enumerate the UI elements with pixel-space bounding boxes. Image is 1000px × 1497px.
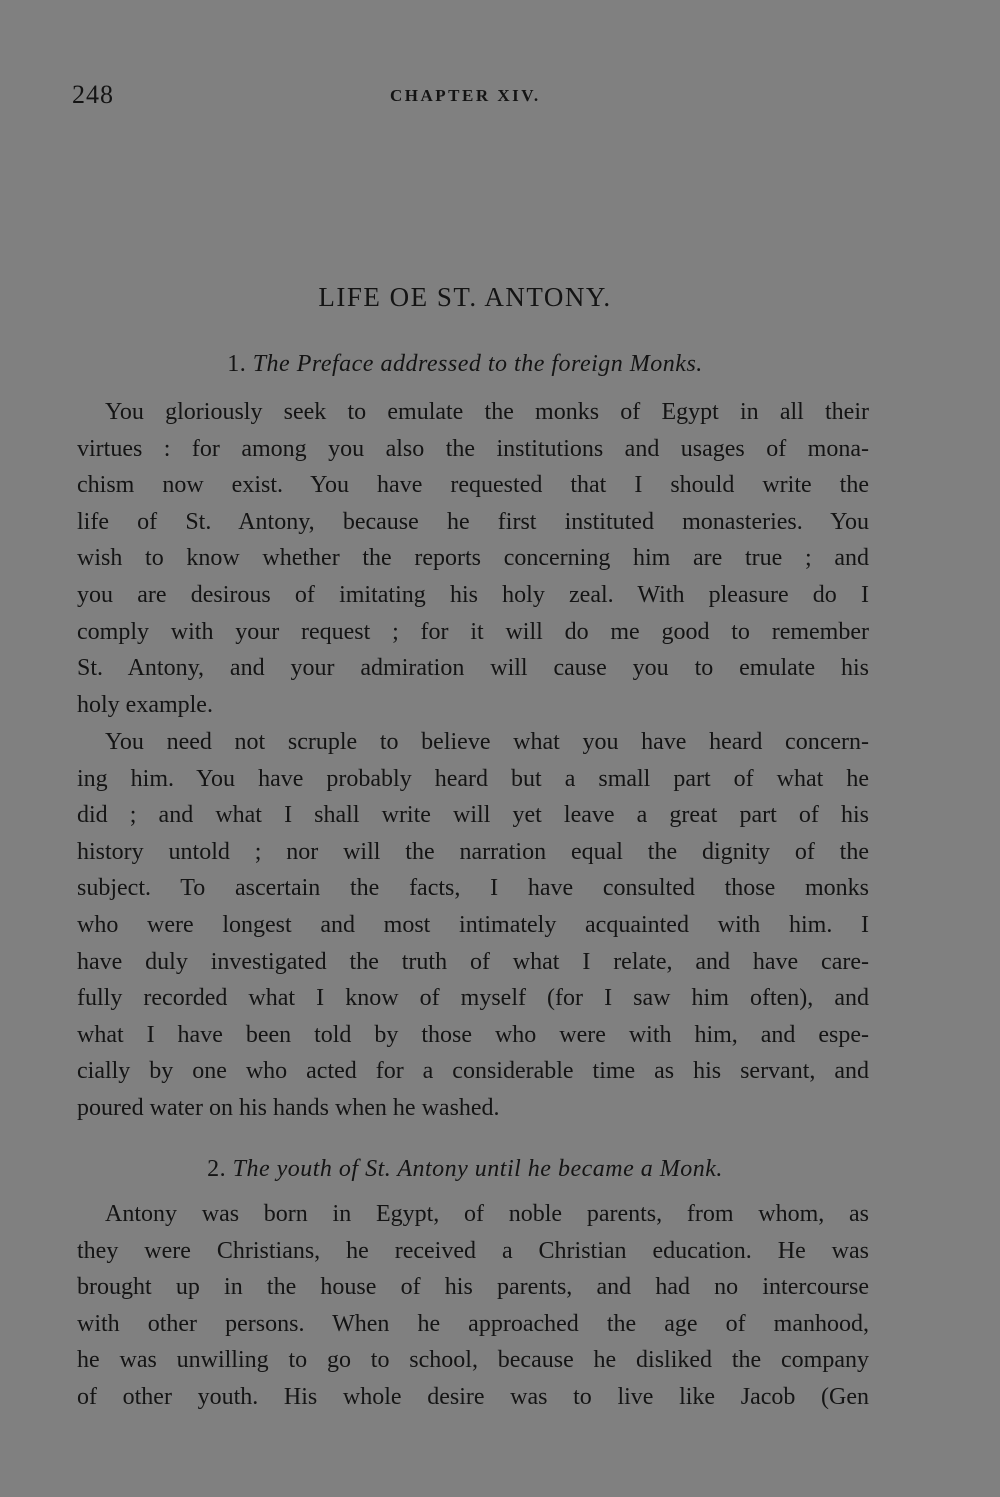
text-line: did ; and what I shall write will yet leave a great part of his [77,802,869,829]
section-heading-text: The Preface addressed to the foreign Monks. [252,351,703,377]
text-line: what I have been told by those who were with him, and espe- [77,1021,869,1048]
chapter-heading: CHAPTER XIV. [390,86,541,105]
text-line: You need not scruple to believe what you have heard concern- [105,729,869,755]
text-line: You gloriously seek to emulate the monks of Egypt in all their [105,399,869,425]
text-line: who were longest and most intimately acquainted with him. I [77,911,869,938]
text-line: fully recorded what I know of myself (for I saw him often), and [77,985,869,1012]
paragraph [77,724,869,1127]
text-line: subject. To ascertain the facts, I have consulted those monks [77,875,869,902]
text-line: cially by one who acted for a considerable time as his servant, and [77,1058,869,1085]
paragraph [77,1196,869,1416]
text-line: poured water on his hands when he washed. [77,1094,500,1121]
page-number: 248 [72,80,114,109]
text-line: virtues : for among you also the institutions and usages of mona- [77,435,869,462]
text-line: chism now exist. You have requested that I should write the [77,472,869,499]
text-line: brought up in the house of his parents, and had no intercourse [77,1274,869,1301]
text-line: ing him. You have probably heard but a small part of what he [77,765,869,792]
text-line: they were Christians, he received a Christian education. He was [77,1237,869,1264]
text-line: of other youth. His whole desire was to live like Jacob (Gen [77,1383,869,1410]
text-line: holy example. [77,691,213,718]
text-line: history untold ; nor will the narration equal the dignity of the [77,838,869,865]
section-heading [0,351,930,378]
text-line: comply with your request ; for it will do me good to remember [77,618,869,645]
page-title: LIFE OE ST. ANTONY. [318,282,612,312]
section-number: 2. [207,1156,227,1182]
section-heading-text: The youth of St. Antony until he became a Monk. [232,1156,723,1182]
text-line: you are desirous of imitating his holy zeal. With pleasure do I [77,581,869,608]
section-heading [0,1156,930,1183]
text-line: wish to know whether the reports concerning him are true ; and [77,545,869,572]
text-line: with other persons. When he approached the age of manhood, [77,1310,869,1337]
text-line: St. Antony, and your admiration will cause you to emulate his [77,655,869,682]
text-line: life of St. Antony, because he first instituted monasteries. You [77,508,869,535]
running-head [72,80,872,114]
text-line: have duly investigated the truth of what I relate, and have care- [77,948,869,975]
paragraph [77,394,869,723]
section-number: 1. [227,351,247,377]
text-line: he was unwilling to go to school, because he disliked the company [77,1347,869,1374]
text-line: Antony was born in Egypt, of noble parents, from whom, as [105,1201,869,1227]
